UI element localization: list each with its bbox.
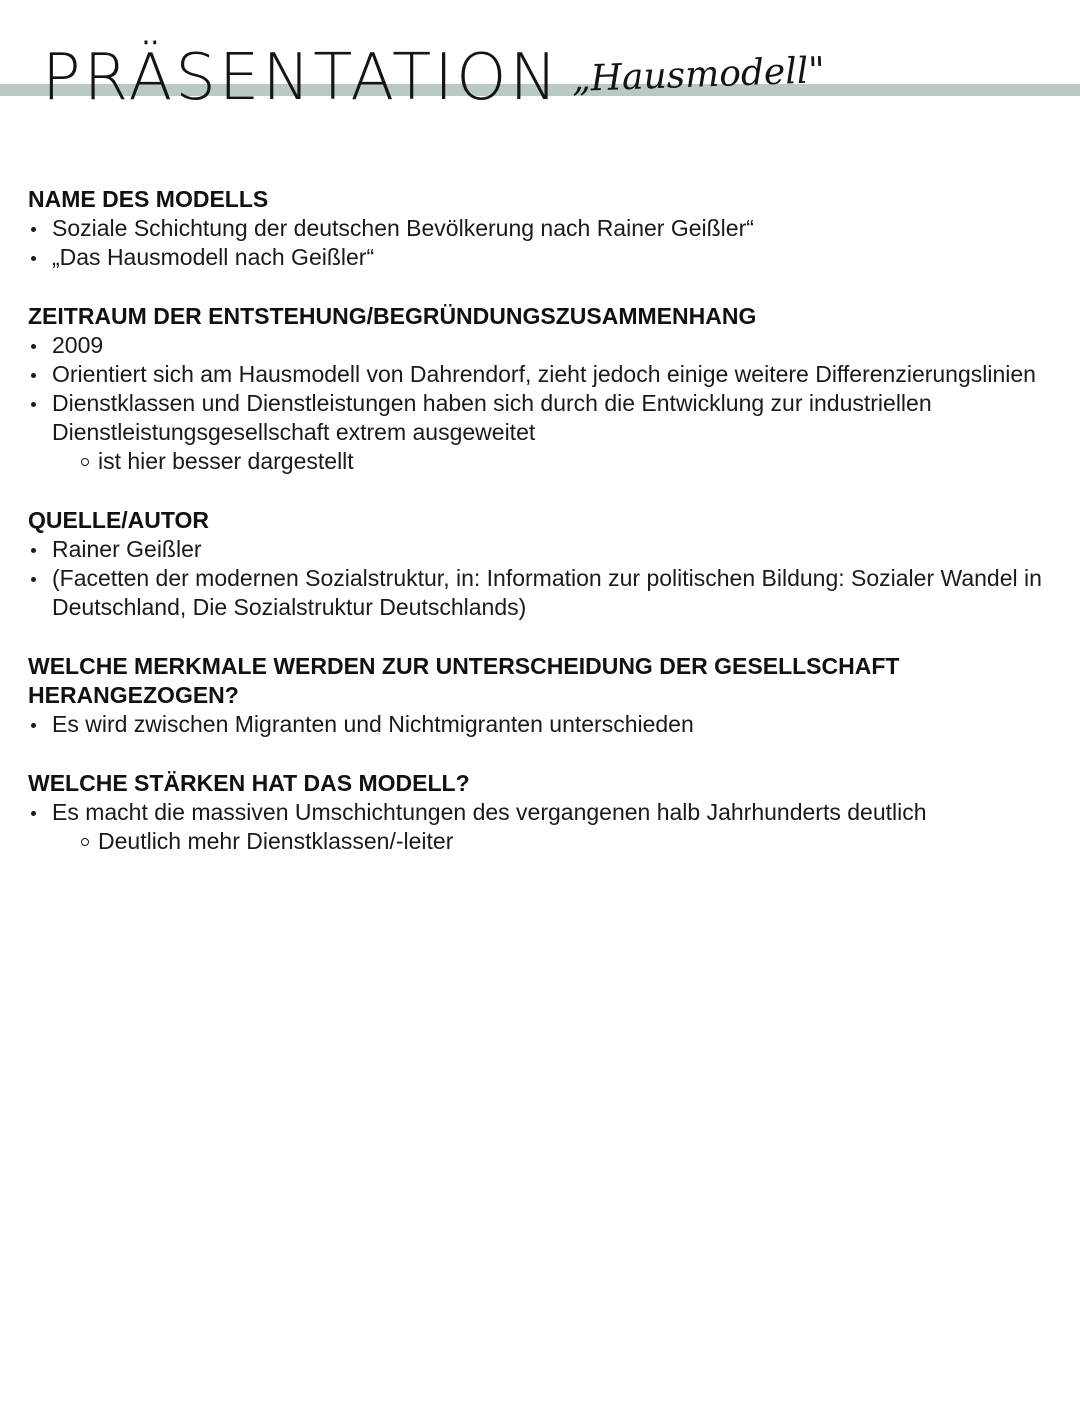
- bullet-list: [28, 331, 1048, 447]
- section-heading: WELCHE MERKMALE WERDEN ZUR UNTERSCHEIDUNG DER GESELLSCHAFT HERANGEZOGEN?: [28, 653, 900, 708]
- section-model-name: [28, 185, 1048, 272]
- section-heading: WELCHE STÄRKEN HAT DAS MODELL?: [28, 770, 470, 796]
- subbullet-item: Deutlich mehr Dienstklassen/-leiter: [28, 827, 1048, 856]
- bullet-list: [28, 214, 1048, 272]
- bullet-item: Es macht die massiven Umschichtungen des vergangenen halb Jahrhunderts deutlich: [28, 798, 1048, 827]
- subbullet-item: ist hier besser dargestellt: [28, 447, 1048, 476]
- bullet-item: Rainer Geißler: [28, 535, 1048, 564]
- page-subtitle: „Hausmodell": [571, 50, 826, 100]
- section-heading: QUELLE/AUTOR: [28, 507, 210, 533]
- document-body: [28, 185, 1048, 886]
- bullet-item: 2009: [28, 331, 1048, 360]
- bullet-list: [28, 710, 1048, 739]
- section-period-context: [28, 302, 1048, 476]
- subbullet-list: [28, 827, 1048, 856]
- section-source-author: [28, 506, 1048, 622]
- bullet-item: Orientiert sich am Hausmodell von Dahrendorf, zieht jedoch einige weitere Differenzierungslinien: [28, 360, 1048, 389]
- bullet-item: Dienstklassen und Dienstleistungen haben sich durch die Entwicklung zur industriellen Dienstleistungsgesellschaft extrem ausgeweitet: [28, 389, 1048, 447]
- bullet-item: (Facetten der modernen Sozialstruktur, in: Information zur politischen Bildung: Sozialer Wandel in Deutschland, Die Sozialstruktur Deutschlands): [28, 564, 1048, 622]
- bullet-list: [28, 535, 1048, 622]
- page-header: [0, 0, 1080, 150]
- bullet-item: „Das Hausmodell nach Geißler“: [28, 243, 1048, 272]
- bullet-item: Soziale Schichtung der deutschen Bevölkerung nach Rainer Geißler“: [28, 214, 1048, 243]
- section-strengths: [28, 769, 1048, 856]
- section-characteristics: [28, 652, 1048, 739]
- page-title: PRÄSENTATION: [42, 41, 561, 115]
- bullet-list: [28, 798, 1048, 827]
- bullet-item: Es wird zwischen Migranten und Nichtmigranten unterschieden: [28, 710, 1048, 739]
- subbullet-list: [28, 447, 1048, 476]
- section-heading: NAME DES MODELLS: [28, 186, 269, 212]
- section-heading: ZEITRAUM DER ENTSTEHUNG/BEGRÜNDUNGSZUSAMMENHANG: [28, 303, 757, 329]
